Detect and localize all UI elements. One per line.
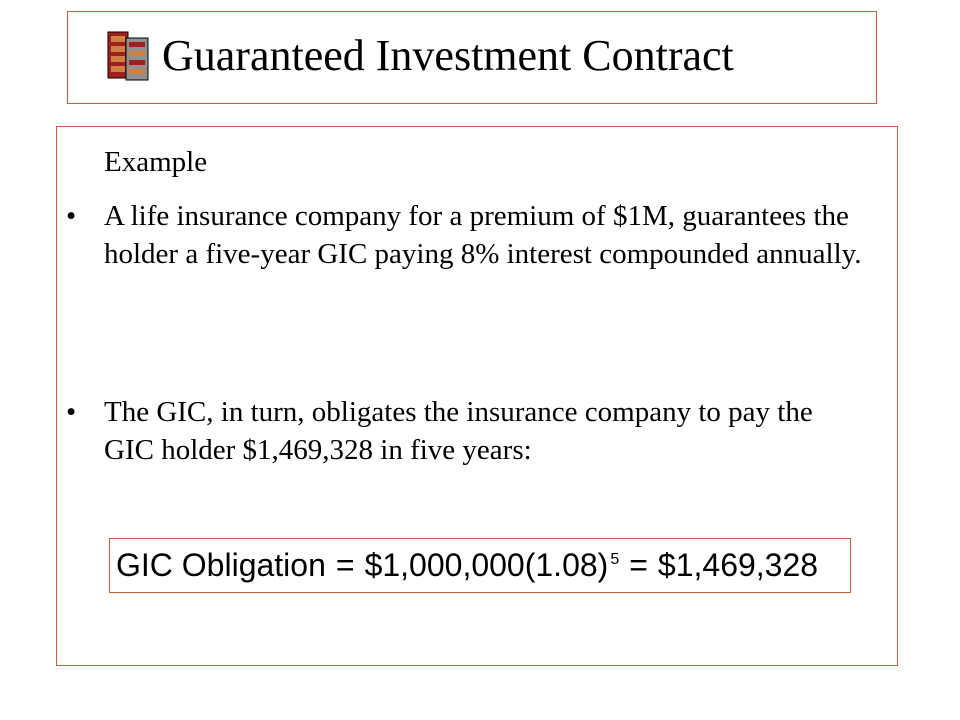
formula-box (109, 538, 851, 593)
example-heading: Example (104, 146, 208, 178)
bullet-text: The GIC, in turn, obligates the insurance company to pay the GIC holder $1,469,328 in five years: (104, 396, 813, 466)
page-title: Guaranteed Investment Contract (162, 31, 734, 80)
title-box (67, 11, 877, 104)
formula-exponent: 5 (610, 550, 620, 568)
formula-result: $1,469,328 (657, 547, 819, 583)
bullet-text: A life insurance company for a premium of $1M, guarantees the holder a five-year GIC paying 8% interest compounded annually. (104, 200, 862, 270)
bullet-dot: • (66, 396, 77, 428)
content-box (56, 126, 898, 666)
formula-base: $1,000,000(1.08) (364, 547, 609, 583)
stacked-coins-icon (106, 30, 152, 82)
formula-equals: = (629, 547, 648, 583)
bullet-dot: • (66, 200, 77, 232)
formula-lhs: GIC Obligation (116, 547, 326, 583)
formula-equals: = (335, 547, 355, 583)
